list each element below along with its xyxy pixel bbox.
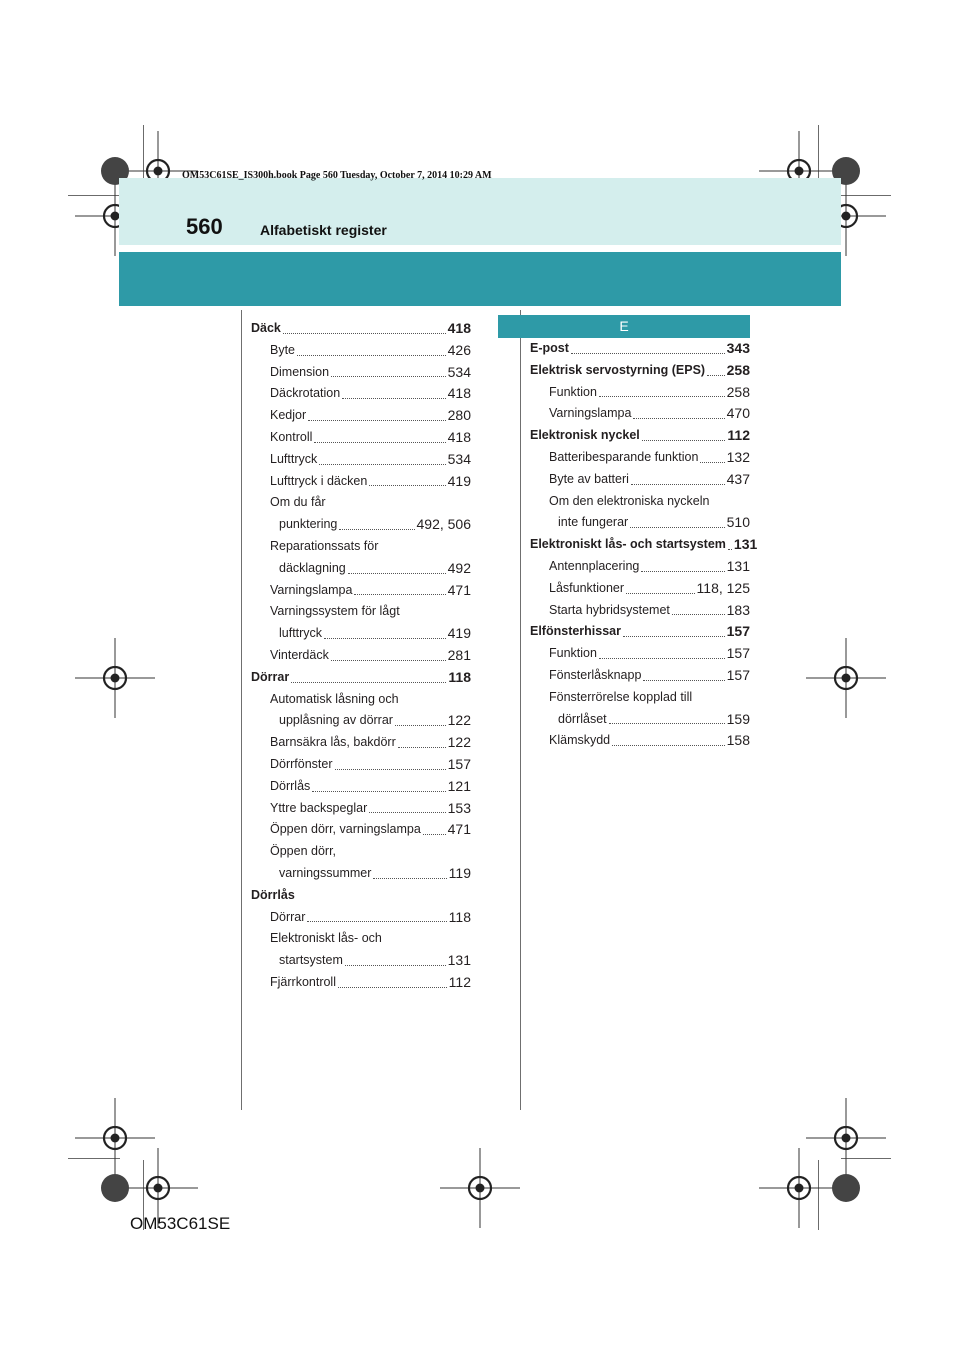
dot-leader [335, 769, 446, 770]
entry-term: Däck [251, 321, 281, 335]
left-index-entry [251, 558, 471, 580]
right-index-entry [530, 534, 758, 556]
index-letter-heading: E [498, 315, 750, 338]
entry-term: Dörrlås [251, 887, 295, 902]
entry-term: inte fungerar [558, 515, 629, 530]
dot-leader [373, 878, 446, 879]
entry-term: Däckrotation [270, 386, 341, 401]
dot-leader [319, 464, 445, 465]
dot-leader [395, 725, 446, 726]
dot-leader [728, 549, 732, 550]
entry-term: Fönsterlåsknapp [549, 667, 642, 682]
entry-page-ref: 157 [726, 623, 750, 640]
entry-page-ref: 118 [448, 908, 471, 925]
left-index-entry [251, 689, 471, 711]
dot-leader [331, 660, 446, 661]
entry-term: Kontroll [270, 429, 313, 444]
page-number: 560 [186, 214, 223, 239]
entry-term: Vinterdäck [270, 647, 329, 662]
dot-leader [348, 573, 446, 574]
index-column-right [530, 338, 758, 752]
left-index-entry [251, 776, 471, 798]
entry-term: Elektroniskt lås- och [270, 931, 382, 946]
entry-page-ref: 418 [447, 385, 471, 402]
left-index-entry [251, 405, 471, 427]
entry-page-ref: 437 [726, 470, 750, 487]
entry-page-ref: 132 [726, 448, 750, 465]
entry-page-ref: 418 [447, 320, 471, 336]
column-divider-middle [520, 310, 521, 1110]
right-index-entry [530, 621, 750, 643]
entry-page-ref: 534 [447, 363, 471, 380]
entry-page-ref: 131 [733, 536, 758, 553]
entry-term: Lufttryck [270, 451, 318, 466]
dot-leader [609, 723, 725, 724]
dot-leader [297, 355, 446, 356]
entry-page-ref: 470 [726, 405, 750, 422]
dot-leader [314, 442, 445, 443]
dot-leader [700, 462, 724, 463]
registration-dot-icon [831, 1173, 861, 1203]
registration-target-icon [806, 638, 886, 718]
entry-page-ref: 281 [447, 646, 471, 663]
entry-term: Låsfunktioner [549, 580, 625, 595]
entry-page-ref: 280 [447, 407, 471, 424]
right-index-entry [530, 665, 750, 687]
left-index-entry [251, 972, 471, 994]
right-index-entry [530, 447, 750, 469]
section-title: Alfabetiskt register [260, 222, 387, 238]
entry-page-ref: 158 [726, 732, 750, 749]
entry-term: Öppen dörr, varningslampa [270, 822, 421, 837]
dot-leader [312, 791, 445, 792]
dot-leader [571, 353, 725, 354]
dot-leader [641, 571, 724, 572]
book-info-line: OM53C61SE_IS300h.book Page 560 Tuesday, October 7, 2014 10:29 AM [182, 170, 492, 181]
right-index-entry [530, 687, 750, 709]
dot-leader [338, 987, 447, 988]
right-index-entry [530, 643, 750, 665]
entry-page-ref: 471 [447, 821, 471, 838]
right-index-entry [530, 360, 750, 382]
dot-leader [283, 333, 446, 334]
dot-leader [339, 529, 414, 530]
left-index-entry [251, 885, 471, 907]
dot-leader [633, 418, 724, 419]
right-index-entry [530, 403, 750, 425]
entry-term: upplåsning av dörrar [279, 713, 393, 728]
column-divider-left [241, 310, 242, 1110]
entry-term: Klämskydd [549, 733, 611, 748]
entry-term: Barnsäkra lås, bakdörr [270, 735, 396, 750]
header-accent-band [119, 252, 841, 306]
dot-leader [631, 484, 725, 485]
entry-term: Elektrisk servostyrning (EPS) [530, 362, 706, 377]
left-index-entry [251, 383, 471, 405]
entry-term: Varningssystem för lågt [270, 604, 400, 619]
left-index-entry [251, 732, 471, 754]
entry-term: Funktion [549, 384, 597, 399]
left-index-entry [251, 580, 471, 602]
left-index-entry [251, 798, 471, 820]
entry-term: Funktion [549, 646, 597, 661]
right-index-entry [530, 469, 750, 491]
entry-page-ref: 183 [726, 601, 750, 618]
entry-term: punktering [279, 517, 338, 532]
dot-leader [612, 745, 725, 746]
entry-term: däcklagning [279, 560, 346, 575]
dot-leader [324, 638, 446, 639]
right-index-entry [530, 556, 750, 578]
entry-page-ref: 534 [447, 450, 471, 467]
entry-term: Dörrar [270, 909, 306, 924]
dot-leader [599, 658, 725, 659]
entry-term: Elektronisk nyckel [530, 428, 640, 443]
entry-term: Dörrar [251, 669, 290, 684]
dot-leader [623, 636, 725, 637]
entry-page-ref: 258 [726, 383, 750, 400]
right-index-entry [530, 338, 750, 360]
entry-term: E-post [530, 341, 569, 355]
index-column-left [251, 318, 471, 994]
entry-term: Batteribesparande funktion [549, 449, 699, 464]
entry-term: varningssummer [279, 865, 372, 880]
dot-leader [672, 614, 725, 615]
entry-term: Dimension [270, 364, 330, 379]
entry-page-ref: 112 [448, 973, 471, 990]
right-index-entry [530, 730, 750, 752]
entry-page-ref: 118, 125 [696, 579, 750, 596]
entry-page-ref: 258 [726, 361, 750, 378]
right-index-entry [530, 382, 750, 404]
entry-term: Starta hybridsystemet [549, 602, 670, 617]
left-index-entry [251, 340, 471, 362]
right-index-entry [530, 512, 750, 534]
entry-page-ref: 112 [727, 427, 750, 444]
entry-term: Fönsterrörelse kopplad till [549, 689, 693, 704]
left-index-entry [251, 471, 471, 493]
entry-term: Byte [270, 342, 296, 357]
entry-term: Varningslampa [270, 582, 353, 597]
dot-leader [626, 593, 694, 594]
entry-term: Varningslampa [549, 406, 632, 421]
dot-leader [398, 747, 446, 748]
dot-leader [342, 398, 445, 399]
entry-term: Fjärrkontroll [270, 974, 336, 989]
entry-page-ref: 157 [726, 645, 750, 662]
entry-term: Dörrlås [270, 778, 311, 793]
entry-term: Dörrfönster [270, 756, 333, 771]
registration-target-icon [759, 1148, 839, 1228]
entry-page-ref: 118 [448, 668, 471, 685]
entry-page-ref: 157 [726, 666, 750, 683]
left-index-entry [251, 601, 471, 623]
dot-leader [643, 680, 724, 681]
entry-term: Elfönsterhissar [530, 624, 622, 639]
left-index-entry [251, 427, 471, 449]
entry-page-ref: 159 [726, 710, 750, 727]
right-index-entry [530, 709, 750, 731]
right-index-entry [530, 491, 750, 513]
entry-term: Öppen dörr, [270, 844, 337, 859]
left-index-entry [251, 841, 471, 863]
entry-page-ref: 119 [448, 864, 471, 881]
left-index-entry [251, 318, 471, 340]
entry-term: Byte av batteri [549, 471, 629, 486]
dot-leader [423, 834, 446, 835]
registration-target-icon [440, 1148, 520, 1228]
right-index-entry [530, 600, 750, 622]
entry-page-ref: 121 [447, 777, 471, 794]
entry-term: lufttryck [279, 626, 323, 641]
entry-term: dörrlåset [558, 711, 607, 726]
entry-page-ref: 419 [447, 625, 471, 642]
dot-leader [369, 485, 445, 486]
entry-term: Om du får [270, 495, 326, 510]
footer-code: OM53C61SE [130, 1214, 231, 1233]
entry-page-ref: 471 [447, 581, 471, 598]
entry-page-ref: 492 [447, 559, 471, 576]
left-index-entry [251, 536, 471, 558]
entry-term: Lufttryck i däcken [270, 473, 368, 488]
dot-leader [369, 812, 445, 813]
left-index-entry [251, 623, 471, 645]
left-index-entry [251, 928, 471, 950]
left-index-entry [251, 754, 471, 776]
left-index-entry [251, 514, 471, 536]
entry-term: startsystem [279, 953, 343, 968]
left-index-entry [251, 362, 471, 384]
entry-page-ref: 131 [447, 952, 471, 969]
left-index-entry [251, 449, 471, 471]
left-index-entry [251, 907, 471, 929]
entry-term: Automatisk låsning och [270, 691, 399, 706]
left-index-entry [251, 645, 471, 667]
entry-page-ref: 122 [447, 712, 471, 729]
left-index-entry [251, 492, 471, 514]
registration-dot-icon [100, 1173, 130, 1203]
right-index-entry [530, 425, 750, 447]
dot-leader [707, 375, 725, 376]
entry-page-ref: 492, 506 [416, 516, 471, 533]
dot-leader [307, 921, 446, 922]
entry-page-ref: 122 [447, 734, 471, 751]
left-index-entry [251, 667, 471, 689]
dot-leader [291, 682, 446, 683]
dot-leader [642, 440, 726, 441]
entry-term: Om den elektroniska nyckeln [549, 493, 710, 508]
registration-target-icon [75, 638, 155, 718]
entry-page-ref: 153 [447, 799, 471, 816]
left-index-entry [251, 819, 471, 841]
entry-page-ref: 426 [447, 341, 471, 358]
dot-leader [599, 396, 725, 397]
entry-page-ref: 419 [447, 472, 471, 489]
entry-page-ref: 157 [447, 755, 471, 772]
entry-term: Yttre backspeglar [270, 800, 368, 815]
entry-page-ref: 343 [726, 340, 750, 356]
entry-term: Antennplacering [549, 558, 640, 573]
header-band [119, 178, 841, 245]
dot-leader [354, 594, 445, 595]
dot-leader [630, 527, 724, 528]
right-index-entry [530, 578, 750, 600]
entry-page-ref: 131 [726, 557, 750, 574]
left-index-entry [251, 863, 471, 885]
entry-page-ref: 418 [447, 428, 471, 445]
entry-term: Elektroniskt lås- och startsystem [530, 537, 726, 552]
dot-leader [345, 965, 446, 966]
left-index-entry [251, 950, 471, 972]
entry-term: Kedjor [270, 408, 307, 423]
entry-term: Reparationssats för [270, 538, 379, 553]
left-index-entry [251, 710, 471, 732]
dot-leader [308, 420, 446, 421]
entry-page-ref: 510 [726, 514, 750, 531]
dot-leader [331, 376, 446, 377]
